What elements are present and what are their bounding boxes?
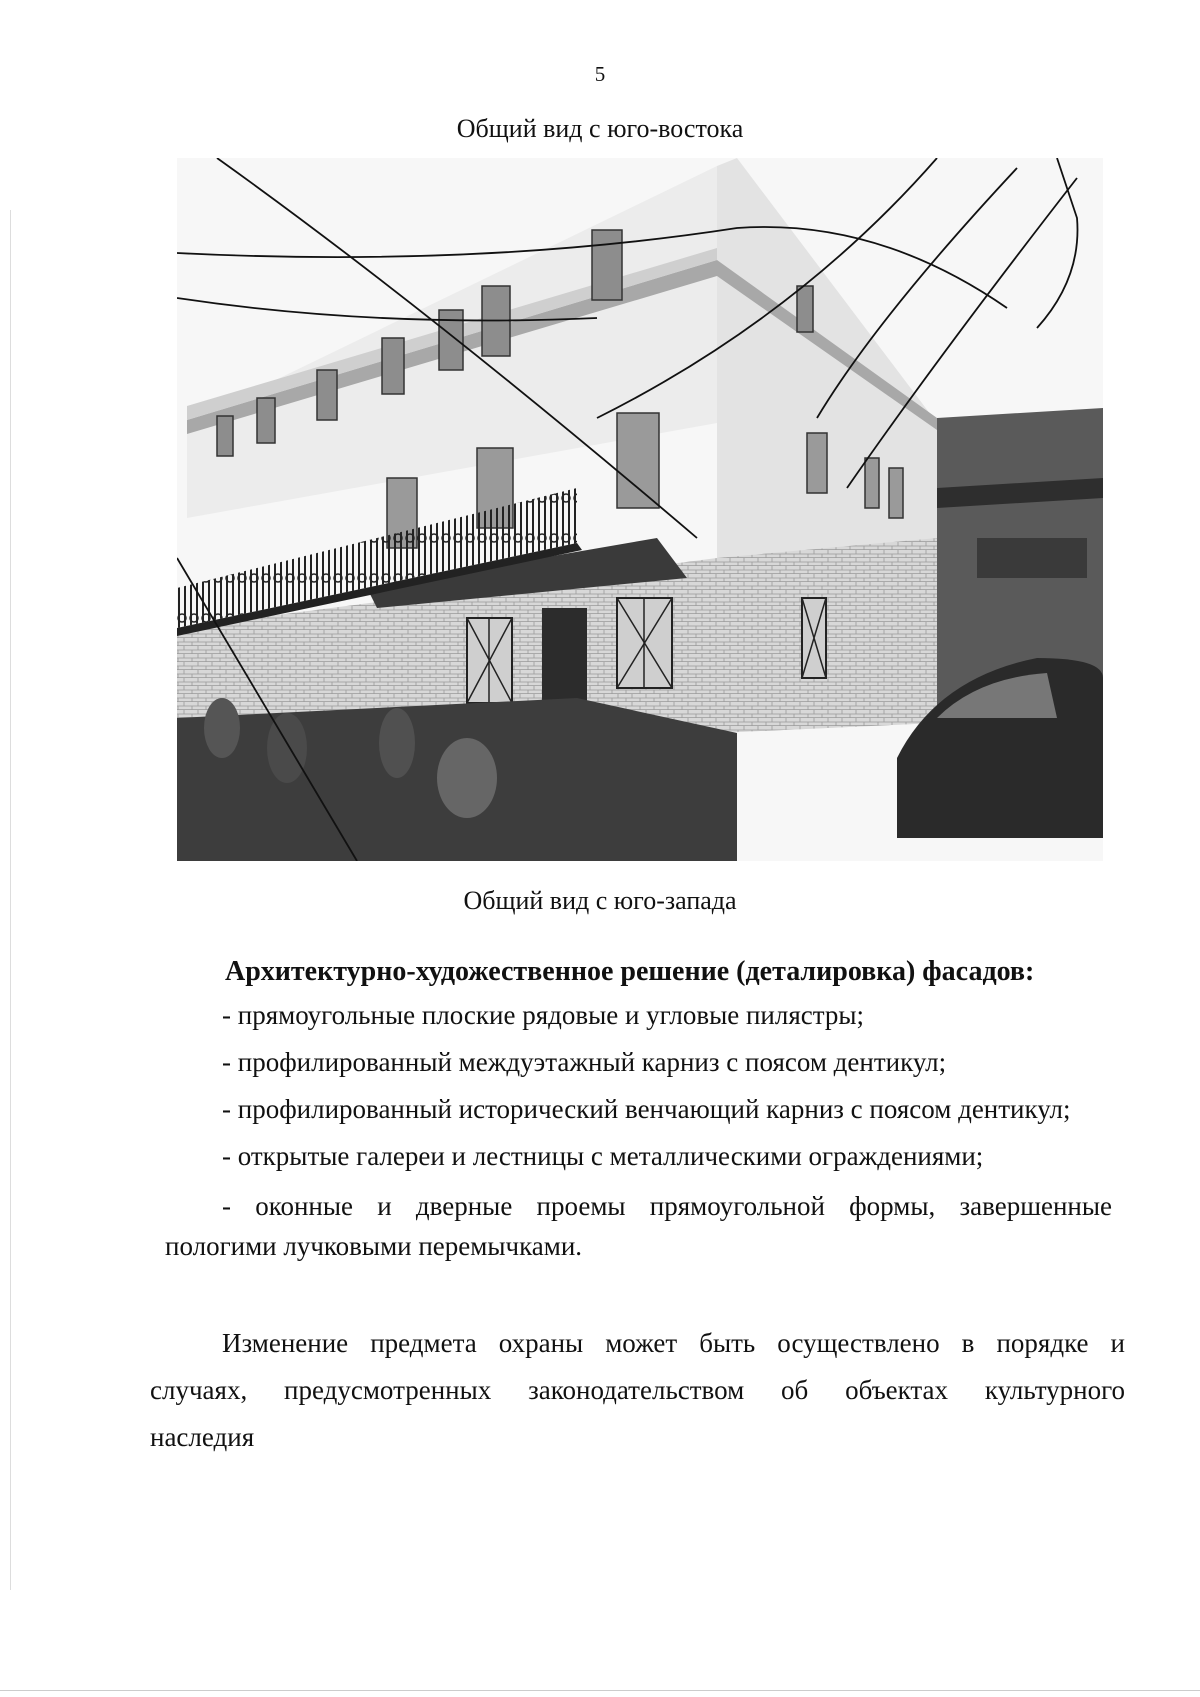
paragraph-line3: наследия	[150, 1422, 255, 1452]
list-item: - профилированный исторический венчающий карниз с поясом дентикул;	[222, 1094, 1071, 1124]
list-item-last-line1: - оконные и дверные проемы прямоугольной формы, завершенные	[222, 1191, 1112, 1221]
page-number: 5	[594, 62, 606, 86]
paragraph-line1: Изменение предмета охраны может быть осуществлено в порядке и	[222, 1328, 1125, 1358]
list-item: - профилированный междуэтажный карниз с поясом дентикул;	[222, 1047, 947, 1077]
caption-bottom: Общий вид с юго-запада	[463, 886, 737, 915]
section-heading: Архитектурно-художественное решение (деталировка) фасадов:	[225, 956, 1035, 987]
building-photo	[177, 158, 1103, 861]
scan-bottom-edge	[0, 1690, 1200, 1691]
paragraph-line2: случаях, предусмотренных законодательством об объектах культурного	[150, 1375, 1125, 1405]
list-item-last	[165, 1186, 1112, 1266]
closing-paragraph	[150, 1320, 1125, 1461]
list-item-last-line2: пологими лучковыми перемычками.	[165, 1231, 583, 1261]
list-item: - прямоугольные плоские рядовые и угловые пилястры;	[222, 1000, 865, 1030]
caption-top: Общий вид с юго-востока	[456, 114, 744, 143]
feature-list	[222, 995, 1112, 1183]
list-item: - открытые галереи и лестницы с металлическими ограждениями;	[222, 1141, 984, 1171]
